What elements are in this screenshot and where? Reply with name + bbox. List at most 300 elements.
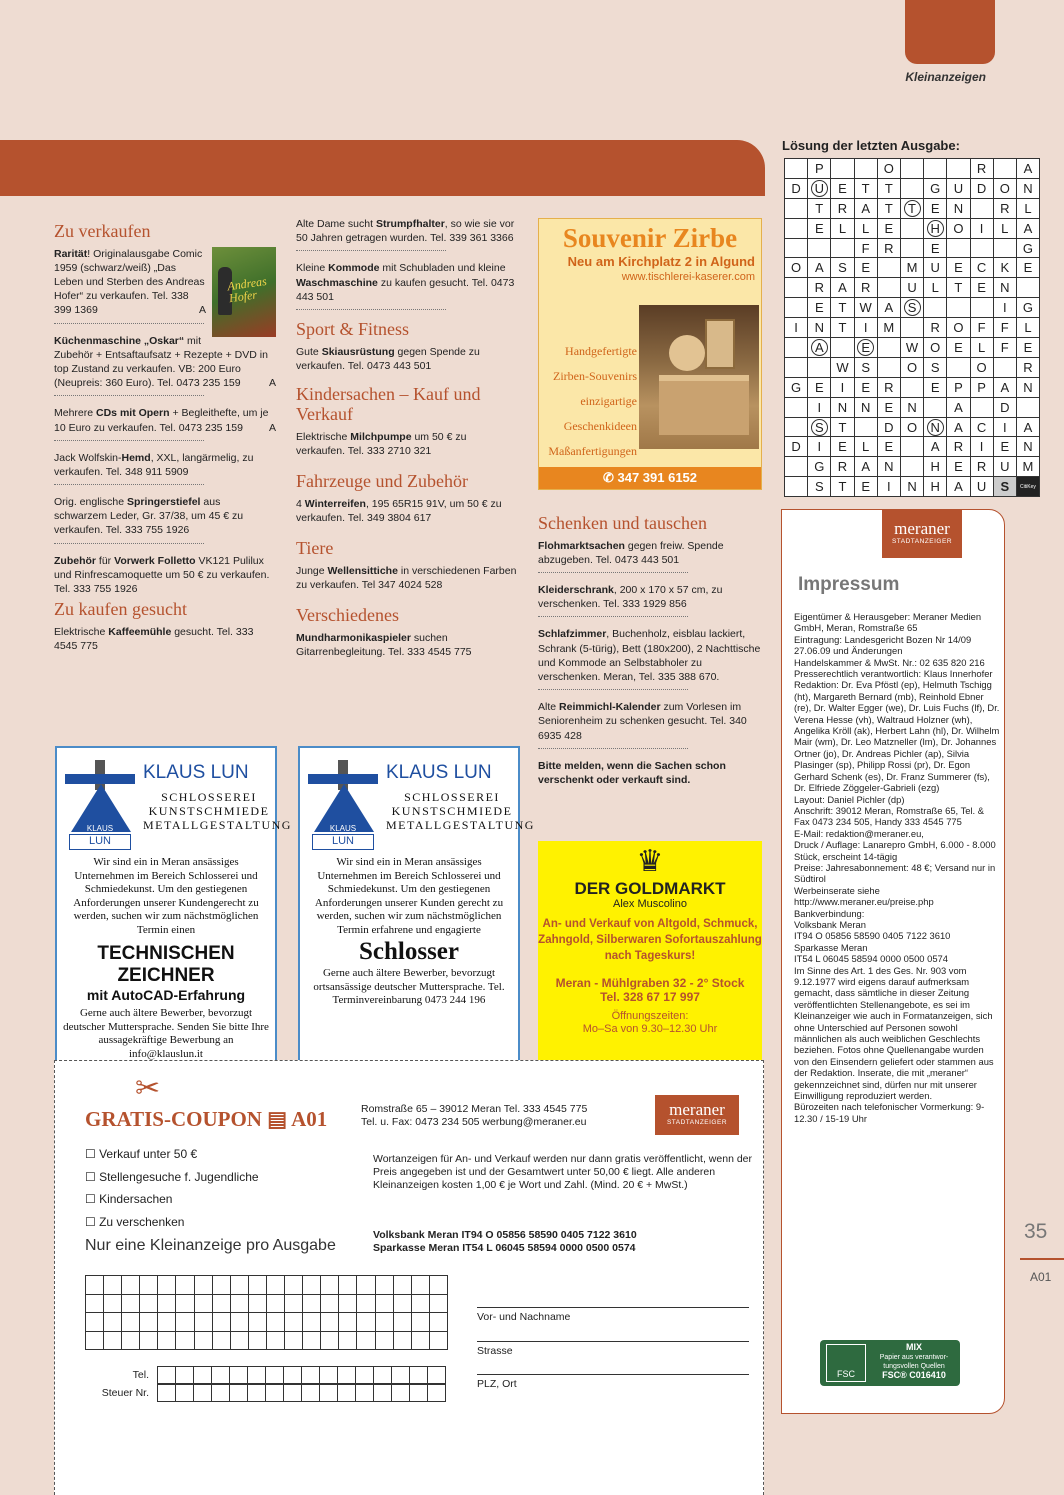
grid-cell[interactable] <box>375 1313 393 1332</box>
crossword-row <box>785 477 1040 497</box>
crossword-cell: O <box>947 218 970 238</box>
crossword-cell <box>785 298 808 318</box>
crossword-cell <box>947 357 970 377</box>
insect-hotel <box>705 319 735 369</box>
phone-icon: ✆ <box>602 470 618 485</box>
classified-ad: Rarität! Originalausgabe Comic 1959 (schwarz/weiß) „Das Leben und Sterben des Andreas Hofer“ zu verkaufen. Tel. 338 399 1369 A <box>54 247 206 317</box>
crossword-cell <box>785 198 808 218</box>
crossword-cell: F <box>854 238 877 258</box>
grid-cell[interactable] <box>393 1294 411 1313</box>
grid-cell[interactable] <box>339 1331 357 1350</box>
crossword-cell <box>785 397 808 417</box>
crossword-cell <box>900 437 923 457</box>
crossword-cell: I <box>877 477 900 497</box>
grid-cell[interactable] <box>158 1385 176 1402</box>
anvil-logo-icon: KLAUS LUN <box>65 760 135 848</box>
ad-separator <box>54 440 204 441</box>
crossword-cell: A <box>947 477 970 497</box>
company-sub: SCHLOSSEREI KUNSTSCHMIEDE METALLGESTALTUNG <box>143 790 292 832</box>
newspaper-icon: ▤ <box>267 1107 288 1131</box>
grid-cell[interactable] <box>158 1367 176 1384</box>
street-field[interactable]: Strasse <box>477 1341 749 1357</box>
grid-cell[interactable] <box>122 1313 140 1332</box>
grid-cell[interactable] <box>122 1294 140 1313</box>
grid-cell[interactable] <box>212 1367 230 1384</box>
crossword-cell: E <box>924 198 947 218</box>
grid-cell[interactable] <box>338 1385 356 1402</box>
impressum-line: Preise: Jahresabonnement: 48 €; Versand nur in Südtirol <box>794 861 996 885</box>
crossword-cell: I <box>854 318 877 338</box>
heading-cars: Fahrzeuge und Zubehör <box>296 470 468 491</box>
classified-ad: Zubehör für Vorwerk Folletto VK121 Pulilux und Rinfrescamoquette um 50 € zu verkaufen. Tel. 333 755 1926 <box>54 554 270 595</box>
crossword-cell <box>924 159 947 179</box>
grid-cell[interactable] <box>284 1385 302 1402</box>
crossword-cell: G <box>785 377 808 397</box>
coupon-address: Romstraße 65 – 39012 Meran Tel. 333 4545 775 Tel. u. Fax: 0473 234 505 werbung@meraner.eu <box>361 1103 588 1128</box>
company-name: KLAUS LUN <box>386 762 492 783</box>
heading-kids: Kindersachen – Kauf und Verkauf <box>296 384 481 424</box>
crossword-row <box>785 159 1040 179</box>
grid-cell[interactable] <box>176 1276 194 1295</box>
grid-cell[interactable] <box>140 1331 158 1350</box>
scissors-icon: ✂ <box>135 1072 161 1105</box>
grid-cell[interactable] <box>140 1294 158 1313</box>
grid-cell[interactable] <box>357 1276 375 1295</box>
ad-flag: A <box>268 421 276 434</box>
crossword-cell: E <box>947 338 970 358</box>
crossword-cell: L <box>854 437 877 457</box>
grid-cell[interactable] <box>212 1313 230 1332</box>
crossword-cell: G <box>808 457 831 477</box>
crossword-cell: I <box>993 298 1016 318</box>
grid-cell[interactable] <box>230 1385 248 1402</box>
crossword-cell: A <box>831 278 854 298</box>
grid-cell[interactable] <box>212 1385 230 1402</box>
crossword-cell: N <box>1016 377 1039 397</box>
grid-cell[interactable] <box>393 1313 411 1332</box>
grid-cell[interactable] <box>428 1367 446 1384</box>
crossword-cell <box>900 318 923 338</box>
coupon-one-ad: Nur eine Kleinanzeige pro Ausgabe <box>85 1237 336 1254</box>
grid-cell[interactable] <box>194 1294 212 1313</box>
grid-cell[interactable] <box>357 1294 375 1313</box>
crossword-cell <box>970 238 993 258</box>
crossword-cell: A <box>1016 218 1039 238</box>
grid-cell[interactable] <box>266 1367 284 1384</box>
animals-ad: Junge Wellensittiche in verschiedenen Farben zu verkaufen. Tel 347 4024 528 <box>296 564 517 592</box>
goldmarkt-owner: Alex Muscolino <box>613 898 687 910</box>
crossword-cell <box>947 238 970 258</box>
crossword-cell <box>900 238 923 258</box>
grid-cell[interactable] <box>176 1294 194 1313</box>
grid-cell[interactable] <box>410 1385 428 1402</box>
crossword-cell: U <box>993 457 1016 477</box>
grid-cell[interactable] <box>248 1385 266 1402</box>
crossword-cell: R <box>1016 357 1039 377</box>
city-field[interactable]: PLZ, Ort <box>477 1374 749 1390</box>
grid-cell[interactable] <box>303 1313 321 1332</box>
grid-cell[interactable] <box>375 1276 393 1295</box>
grid-cell[interactable] <box>266 1313 284 1332</box>
coupon-option-checkbox[interactable]: ☐ Zu verschenken <box>85 1214 185 1229</box>
comic-image <box>212 247 276 337</box>
souvenir-address: Neu am Kirchplatz 2 in Algund <box>567 254 755 269</box>
grid-cell[interactable] <box>248 1367 266 1384</box>
grid-cell[interactable] <box>303 1276 321 1295</box>
crown-icon: ♛ <box>636 845 664 878</box>
grid-cell[interactable] <box>303 1294 321 1313</box>
grid-cell[interactable] <box>104 1331 122 1350</box>
crossword-cell: A <box>854 198 877 218</box>
grid-cell[interactable] <box>284 1367 302 1384</box>
grid-cell[interactable] <box>194 1276 212 1295</box>
crossword-cell: M <box>1016 457 1039 477</box>
crossword-cell: U <box>900 278 923 298</box>
crossword-cell: T <box>900 198 923 218</box>
impressum-line: IT94 O 05856 58590 0405 7122 3610 <box>794 930 951 942</box>
crossword-cell: R <box>808 278 831 298</box>
crossword-cell: L <box>924 278 947 298</box>
impressum-text <box>794 611 1000 1124</box>
grid-cell[interactable] <box>140 1313 158 1332</box>
crossword-cell: E <box>877 218 900 238</box>
impressum-line: Im Sinne des Art. 1 des Ges. Nr. 903 vom 9.12.1977 wird eigens darauf aufmerksam gemacht, dass sämtliche in dieser Zeitung veröffentlichten Stellenangebote, es sei im Kleinanzeiger wie auch in Formatanzeigen, sich ohne Unterschied auf Personen sowohl männlichen als auch weiblichen Geschlechts beziehen. Fotos ohne Quellenangabe wurden von den Einsendern geliefert oder stammen aus der Redaktion. Inserate, die mit „meraner“ gekennzeichnet sind, dürfen nur mit unserer Einwilligung reproduziert werden. <box>794 964 994 1102</box>
grid-cell[interactable] <box>428 1385 446 1402</box>
job-intro: Wir sind ein in Meran ansässiges Unternehmen im Bereich Schlosserei und Schmiedekunst. Um den gestiegenen Anforderungen unserer Kundengerecht zu werden, suchen wir zum nächstmöglichen Termin einen <box>73 856 259 936</box>
crossword-cell <box>785 457 808 477</box>
grid-cell[interactable] <box>230 1331 248 1350</box>
grid-cell[interactable] <box>230 1276 248 1295</box>
crossword-cell <box>831 159 854 179</box>
buy-ad: Elektrische Kaffeemühle gesucht. Tel. 333 4545 775 <box>54 625 254 653</box>
impressum-line: Druck / Auflage: Lanarepro GmbH, 6.000 - 8.000 Stück, erscheint 14-tägig <box>794 839 996 862</box>
crossword-cell: E <box>854 258 877 278</box>
souvenir-feature: Handgefertigte <box>565 344 637 358</box>
ad-separator <box>296 309 446 310</box>
classified-ad: Schlafzimmer, Buchenholz, eisblau lackiert, Schrank (5-türig), Bett (180x200), 2 Nachttische und Kommode an Selbstabholer zu verschenken. Meran, Tel. 335 388 670. <box>538 628 761 683</box>
grid-cell[interactable] <box>429 1294 447 1313</box>
name-field[interactable]: Vor- und Nachname <box>477 1307 749 1323</box>
grid-cell[interactable] <box>86 1276 104 1295</box>
grid-cell[interactable] <box>392 1367 410 1384</box>
souvenir-phone: ✆ 347 391 6152 <box>539 467 761 489</box>
grid-cell[interactable] <box>339 1313 357 1332</box>
crossword-cell <box>970 298 993 318</box>
coupon-title: GRATIS-COUPON ▤ A01 <box>85 1107 328 1131</box>
crossword-cell <box>877 278 900 298</box>
crossword-cell: L <box>831 218 854 238</box>
crossword-cell: N <box>993 278 1016 298</box>
grid-cell[interactable] <box>411 1276 429 1295</box>
crossword-cell: P <box>947 377 970 397</box>
crossword-cell: K <box>993 258 1016 278</box>
wooden-stool <box>659 375 749 435</box>
crossword-row <box>785 258 1040 278</box>
crossword-cell: R <box>831 457 854 477</box>
classified-ad: Mehrere CDs mit Opern + Begleithefte, um je 10 Euro zu verkaufen. Tel. 0473 235 159 A <box>54 407 276 434</box>
crossword-cell: C <box>970 258 993 278</box>
crossword-cell <box>785 477 808 497</box>
grid-cell[interactable] <box>122 1331 140 1350</box>
crossword-cell: E <box>1016 258 1039 278</box>
souvenir-feature: einzigartige <box>580 394 637 408</box>
comic-title: Andreas Hofer <box>226 273 268 306</box>
grid-cell[interactable] <box>374 1385 392 1402</box>
goldmarkt-body: An- und Verkauf von Altgold, Schmuck, Zahngold, Silberwaren Sofortauszahlung nach Tageskurs! <box>538 918 762 962</box>
crossword-cell: I <box>970 437 993 457</box>
grid-cell[interactable] <box>212 1331 230 1350</box>
crossword-cell: S <box>924 357 947 377</box>
grid-cell[interactable] <box>86 1313 104 1332</box>
grid-cell[interactable] <box>321 1276 339 1295</box>
crossword-row <box>785 198 1040 218</box>
crossword-cell: G <box>1016 238 1039 258</box>
grid-cell[interactable] <box>302 1385 320 1402</box>
fsc-tree-icon: FSC <box>826 1344 866 1382</box>
page-number: 35 <box>1024 1220 1048 1243</box>
grid-cell[interactable] <box>104 1313 122 1332</box>
grid-cell[interactable] <box>266 1294 284 1313</box>
grid-cell[interactable] <box>321 1331 339 1350</box>
crossword-cell: I <box>808 437 831 457</box>
grid-cell[interactable] <box>374 1367 392 1384</box>
crossword-cell: I <box>831 377 854 397</box>
grid-cell[interactable] <box>194 1385 212 1402</box>
coupon-text-grid[interactable] <box>85 1275 448 1350</box>
impressum-line: Presserechtlich verantwortlich: Klaus Innerhofer <box>794 668 993 680</box>
grid-cell[interactable] <box>104 1276 122 1295</box>
column-middle <box>296 217 518 663</box>
grid-cell[interactable] <box>320 1367 338 1384</box>
grid-cell[interactable] <box>230 1313 248 1332</box>
column-swap <box>538 508 762 787</box>
grid-cell[interactable] <box>212 1294 230 1313</box>
crossword-cell <box>993 357 1016 377</box>
crossword-row <box>785 318 1040 338</box>
crossword-cell: E <box>993 437 1016 457</box>
grid-cell[interactable] <box>248 1294 266 1313</box>
job-title: Schlosser <box>359 938 459 965</box>
crossword-cell <box>993 238 1016 258</box>
crossword-cell: E <box>970 278 993 298</box>
grid-cell[interactable] <box>375 1294 393 1313</box>
coupon-option-checkbox[interactable]: ☐ Kindersachen <box>85 1192 173 1206</box>
grid-cell[interactable] <box>411 1331 429 1350</box>
heading-sell: Zu verkaufen <box>54 221 151 241</box>
crossword-cell: H <box>924 457 947 477</box>
crossword-cell: A <box>808 338 831 358</box>
crossword-cell: N <box>1016 178 1039 198</box>
classified-ad: Alte Reimmichl-Kalender zum Vorlesen im Seniorenheim zu schenken gesucht. Tel. 340 6935 428 <box>538 701 747 742</box>
grid-cell[interactable] <box>248 1331 266 1350</box>
coupon-option-checkbox[interactable]: ☐ Verkauf unter 50 € <box>85 1147 198 1161</box>
crossword-cell: U <box>970 477 993 497</box>
grid-cell[interactable] <box>122 1276 140 1295</box>
crossword-cell: R <box>947 437 970 457</box>
crossword-cell: N <box>877 457 900 477</box>
tel-field[interactable] <box>157 1366 446 1384</box>
grid-cell[interactable] <box>285 1276 303 1295</box>
crossword-cell: O <box>900 357 923 377</box>
crossword-cell: E <box>854 377 877 397</box>
crossword-cell: I <box>970 218 993 238</box>
crossword-cell: S <box>808 477 831 497</box>
crossword-cell <box>993 159 1016 179</box>
grid-cell[interactable] <box>375 1331 393 1350</box>
grid-cell[interactable] <box>339 1294 357 1313</box>
grid-cell[interactable] <box>176 1331 194 1350</box>
crossword-cell: O <box>993 178 1016 198</box>
coupon-options <box>85 1143 259 1233</box>
crossword-cell: L <box>970 338 993 358</box>
crossword-cell: R <box>831 198 854 218</box>
grid-cell[interactable] <box>266 1385 284 1402</box>
crossword-cell <box>970 198 993 218</box>
crossword-cell: F <box>993 318 1016 338</box>
grid-cell[interactable] <box>356 1385 374 1402</box>
impressum-line: Bürozeiten nach telefonischer Vormerkung: 9-12.30 / 15-19 Uhr <box>794 1101 985 1124</box>
crossword-cell <box>808 238 831 258</box>
tax-field[interactable] <box>157 1384 446 1402</box>
crossword-cell <box>831 238 854 258</box>
crossword-cell: T <box>831 477 854 497</box>
crossword-cell: G <box>924 178 947 198</box>
grid-cell[interactable] <box>212 1276 230 1295</box>
grid-cell[interactable] <box>285 1331 303 1350</box>
ad-separator <box>296 250 446 251</box>
crossword-cell: I <box>785 318 808 338</box>
company-name: KLAUS LUN <box>143 762 249 783</box>
grid-cell[interactable] <box>410 1367 428 1384</box>
crossword-cell: D <box>785 178 808 198</box>
crossword-cell: I <box>808 397 831 417</box>
grid-cell[interactable] <box>158 1294 176 1313</box>
grid-cell[interactable] <box>338 1367 356 1384</box>
grid-cell[interactable] <box>393 1276 411 1295</box>
crossword-cell <box>785 159 808 179</box>
grid-cell[interactable] <box>393 1331 411 1350</box>
grid-cell[interactable] <box>158 1331 176 1350</box>
grid-cell[interactable] <box>86 1294 104 1313</box>
crossword-cell: N <box>900 477 923 497</box>
grid-cell[interactable] <box>303 1331 321 1350</box>
grid-cell[interactable] <box>339 1276 357 1295</box>
crossword-cell: F <box>970 318 993 338</box>
grid-cell[interactable] <box>302 1367 320 1384</box>
crossword-cell: R <box>924 318 947 338</box>
grid-cell[interactable] <box>176 1313 194 1332</box>
coupon-option-checkbox[interactable]: ☐ Stellengesuche f. Jugendliche <box>85 1169 259 1184</box>
ad-separator <box>54 543 204 544</box>
crossword-cell <box>785 238 808 258</box>
grid-cell[interactable] <box>429 1276 447 1295</box>
crossword-cell <box>924 298 947 318</box>
grid-cell[interactable] <box>321 1294 339 1313</box>
souvenir-url[interactable]: www.tischlerei-kaserer.com <box>621 271 755 283</box>
klaus-lun-ad-locksmith <box>298 746 535 1066</box>
grid-cell[interactable] <box>158 1276 176 1295</box>
crossword-cell: O <box>947 318 970 338</box>
swap-note: Bitte melden, wenn die Sachen schon verschenkt oder verkauft sind. <box>538 759 726 786</box>
heading-animals: Tiere <box>296 538 334 559</box>
crossword-cell: S <box>993 477 1016 497</box>
crossword-cell: L <box>1016 198 1039 218</box>
grid-cell[interactable] <box>266 1331 284 1350</box>
crossword-cell <box>900 218 923 238</box>
crossword-cell: W <box>900 338 923 358</box>
grid-cell[interactable] <box>248 1313 266 1332</box>
grid-cell[interactable] <box>411 1294 429 1313</box>
crossword-row <box>785 278 1040 298</box>
crossword-cell: R <box>877 238 900 258</box>
grid-cell[interactable] <box>140 1276 158 1295</box>
grid-cell[interactable] <box>230 1294 248 1313</box>
crossword-cell <box>877 357 900 377</box>
crossword-cell: R <box>970 159 993 179</box>
impressum-line: Bankverbindung: <box>794 907 865 919</box>
crossword-cell: P <box>808 159 831 179</box>
crossword-cell: U <box>924 258 947 278</box>
crossword-cell: T <box>947 278 970 298</box>
grid-cell[interactable] <box>429 1313 447 1332</box>
grid-cell[interactable] <box>230 1367 248 1384</box>
grid-cell[interactable] <box>321 1313 339 1332</box>
crossword-cell <box>900 178 923 198</box>
section-banner <box>0 140 765 196</box>
crossword-cell: O <box>877 159 900 179</box>
grid-cell[interactable] <box>248 1276 266 1295</box>
grid-cell[interactable] <box>285 1294 303 1313</box>
grid-cell[interactable] <box>194 1367 212 1384</box>
crossword-cell: D <box>877 417 900 437</box>
heading-misc: Verschiedenes <box>296 605 399 626</box>
job-outro: Gerne auch ältere Bewerber, bevorzugt deutscher Muttersprache. Senden Sie bitte Ihre aussagekräftige Bewerbung an info@klauslun.it <box>63 1007 269 1060</box>
crossword-cell: CitiKey <box>1016 477 1039 497</box>
grid-cell[interactable] <box>158 1313 176 1332</box>
crossword-cell: T <box>877 198 900 218</box>
grid-cell[interactable] <box>86 1331 104 1350</box>
grid-cell[interactable] <box>266 1276 284 1295</box>
crossword-cell: R <box>970 457 993 477</box>
grid-cell[interactable] <box>194 1331 212 1350</box>
grid-cell[interactable] <box>320 1385 338 1402</box>
grid-cell[interactable] <box>392 1385 410 1402</box>
anvil-logo-icon: KLAUS LUN <box>308 760 378 848</box>
grid-cell[interactable] <box>104 1294 122 1313</box>
column-sell <box>54 216 276 657</box>
ad-separator <box>54 484 204 485</box>
impressum-line: Eintragung: Landesgericht Bozen Nr 14/09 27.06.09 und Änderungen <box>794 633 972 657</box>
crossword-cell <box>970 397 993 417</box>
crossword-cell <box>947 159 970 179</box>
meraner-logo: meraner STADTANZEIGER <box>655 1095 739 1135</box>
grid-cell[interactable] <box>176 1385 194 1402</box>
grid-cell[interactable] <box>176 1367 194 1384</box>
grid-cell[interactable] <box>356 1367 374 1384</box>
grid-cell[interactable] <box>194 1313 212 1332</box>
grid-cell[interactable] <box>429 1331 447 1350</box>
grid-cell[interactable] <box>411 1313 429 1332</box>
classified-ad: Jack Wolfskin-Hemd, XXL, langärmelig, zu verkaufen. Tel. 348 911 5909 <box>54 451 254 478</box>
crossword-cell: T <box>877 178 900 198</box>
grid-cell[interactable] <box>285 1313 303 1332</box>
crossword-cell: E <box>831 437 854 457</box>
grid-cell[interactable] <box>357 1331 375 1350</box>
crossword-cell: R <box>877 377 900 397</box>
impressum-title: Impressum <box>798 574 900 595</box>
crossword-cell <box>877 258 900 278</box>
grid-cell[interactable] <box>357 1313 375 1332</box>
